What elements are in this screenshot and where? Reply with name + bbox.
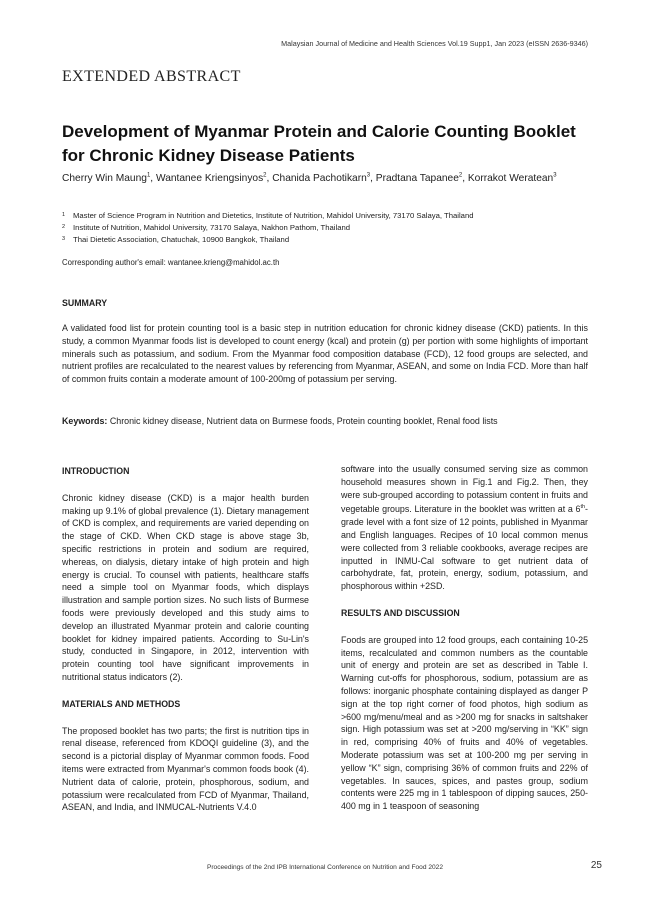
author-affiliation-mark: 3 xyxy=(366,172,371,179)
author-name: Korrakot Weratean xyxy=(467,173,554,184)
affiliation-list xyxy=(62,210,592,247)
page-number: 25 xyxy=(590,860,602,871)
results-heading: RESULTS AND DISCUSSION xyxy=(341,607,460,618)
summary-text: A validated food list for protein counting tool is a basic step in nutrition education for chronic kidney disease (CKD) patients. In this study, a common Myanmar foods list is developed to count energy (kcal) and protein (g) per portion with some highlights of important minerals such as potassium, and sodium. From the Myanmar food composition database (FCD), 12 food groups are selected, and nutrient profiles are recalculated to the nearest values by referencing from Myanmar, ASEAN, and some on India FCD. More than half of common fruits contain a moderate amount of 100-200mg of potassium per serving. xyxy=(62,323,588,385)
affiliation-number: 3 xyxy=(62,236,66,243)
author-list: Cherry Win Maung$^1$, Wantanee Kriengsinyos$^2$, Chanida Pachotikarn$^3$, Pradtana Tapanee$^2$, Korrakot Weratean$^3$ xyxy=(62,172,557,184)
affiliation-text: Master of Science Program in Nutrition and Dietetics, Institute of Nutrition, Mahidol University, 73170 Salaya, Thailand xyxy=(73,211,474,220)
methods-text-part: -grade level with a font size of 12 points, published in Myanmar and English languages. Recipes of 10 local common menus were collected from 3 reliable cookbooks, average recipes are inputted in INMU-Cal software to get nutrient data of carbohydrate, fat, protein, energy, sodium, potassium, and phosphorous within +2SD. xyxy=(341,504,588,592)
affiliation-text: Thai Dietetic Association, Chatuchak, 10900 Bangkok, Thailand xyxy=(73,235,290,245)
affiliation-number: 2 xyxy=(62,224,66,231)
author-affiliation-mark: 1 xyxy=(146,172,151,179)
results-text: Foods are grouped into 12 food groups, each containing 10-25 items, recalculated and common numbers as the countable unit of energy and protein are set as described in Table I. Warning cut-offs for phosphorous, sodium, potassium are as follows: inorganic phosphate containing displayed as danger P sign at the top right corner of food photos, high sodium as >600 mg/menu/meal and as >200 mg for snacks in saltshaker sign. High potassium was set at >200 mg/serving in “KK” sign in red, comprising 40% of fruits and 40% of vegetables. Moderate potassium was set at 100-200 mg per serving in yellow “K” sign, comprising 36% of common fruits and 22% of vegetables. In sauces, spices, and pastes group, sodium contents were 225 mg in 1 tablespoon of dipping sauces, 250-400 mg in 1 teaspoon of seasoning xyxy=(341,634,588,812)
author-name: Wantanee Kriengsinyos xyxy=(155,173,264,184)
affiliation-item xyxy=(62,234,592,246)
summary-heading: SUMMARY xyxy=(62,298,108,308)
author-name: Chanida Pachotikarn xyxy=(272,173,367,184)
methods-text-part: software into the usually consumed serving size as common household measures shown in Fig.1 and Fig.2. Then, they were sub-grouped according to potassium content in fruits and vegetable groups. Literature in the booklet was written at a 6 xyxy=(341,464,588,515)
section-label: EXTENDED ABSTRACT xyxy=(62,68,241,85)
author-affiliation-mark: 2 xyxy=(458,172,463,179)
footer-text: Proceedings of the 2nd IPB International Conference on Nutrition and Food 2022 xyxy=(206,864,444,871)
keywords-text: Chronic kidney disease, Nutrient data on Burmese foods, Protein counting booklet, Renal food lists xyxy=(109,416,498,426)
methods-heading: MATERIALS AND METHODS xyxy=(62,698,181,709)
ordinal-suffix: th xyxy=(580,504,586,511)
keywords-label: Keywords: xyxy=(62,416,108,426)
author-name: Pradtana Tapanee xyxy=(375,173,459,184)
left-column xyxy=(62,465,309,814)
corresponding-author: Corresponding author's email: wantanee.krieng@mahidol.ac.th xyxy=(62,258,280,267)
affiliation-item xyxy=(62,210,592,222)
affiliation-item xyxy=(62,222,592,234)
affiliation-text: Institute of Nutrition, Mahidol University, 73170 Salaya, Nakhon Pathom, Thailand xyxy=(73,223,351,233)
affiliation-number: 1 xyxy=(62,212,66,218)
author-affiliation-mark: 2 xyxy=(263,172,267,179)
methods-text-continued xyxy=(341,463,588,593)
introduction-text: Chronic kidney disease (CKD) is a major health burden making up 9.1% of global prevalence (1). Dietary management of CKD is complex, and requirements are varied depending on the stage of CKD. When CKD stage is above stage 3b, specific restrictions in protein and sodium are required, whereas, on dialysis, dietary intake of high protein and high energy is crucial. To counsel with patients, healthcare staffs need a simple tool on Myanmar foods, which displays illustration and sample portion sizes. No such lists of Burmese foods were previously developed and this study aims to develop an illustrated Myanmar protein and calorie counting booklet for kidney impaired patients. According to Su-Lin's study, conducted in Singapore, in 2012, intervention with protein counting tool have significant improvements in nutritional status indicators (2). xyxy=(62,492,309,682)
introduction-heading: INTRODUCTION xyxy=(62,466,130,476)
journal-header: Malaysian Journal of Medicine and Health Sciences Vol.19 Supp1, Jan 2023 (eISSN 2636-9346) xyxy=(281,39,588,48)
keywords xyxy=(62,415,588,428)
right-column xyxy=(341,463,588,813)
author-name: Cherry Win Maung xyxy=(62,173,147,184)
paper-title: Development of Myanmar Protein and Calorie Counting Booklet for Chronic Kidney Disease Patients xyxy=(62,122,576,165)
author-affiliation-mark: 3 xyxy=(553,172,557,179)
methods-text: The proposed booklet has two parts; the first is nutrition tips in renal disease, referenced from KDOQI guideline (3), and the second is a pictorial display of Myanmar common foods. Food items were extracted from Myanmar's common foods book (4). Nutrient data of calorie, protein, phosphorous, sodium, and potassium were recalculated from FCD of Myanmar, Thailand, ASEAN, and India, and INMUCAL-Nutrients V.4.0 xyxy=(62,725,309,813)
